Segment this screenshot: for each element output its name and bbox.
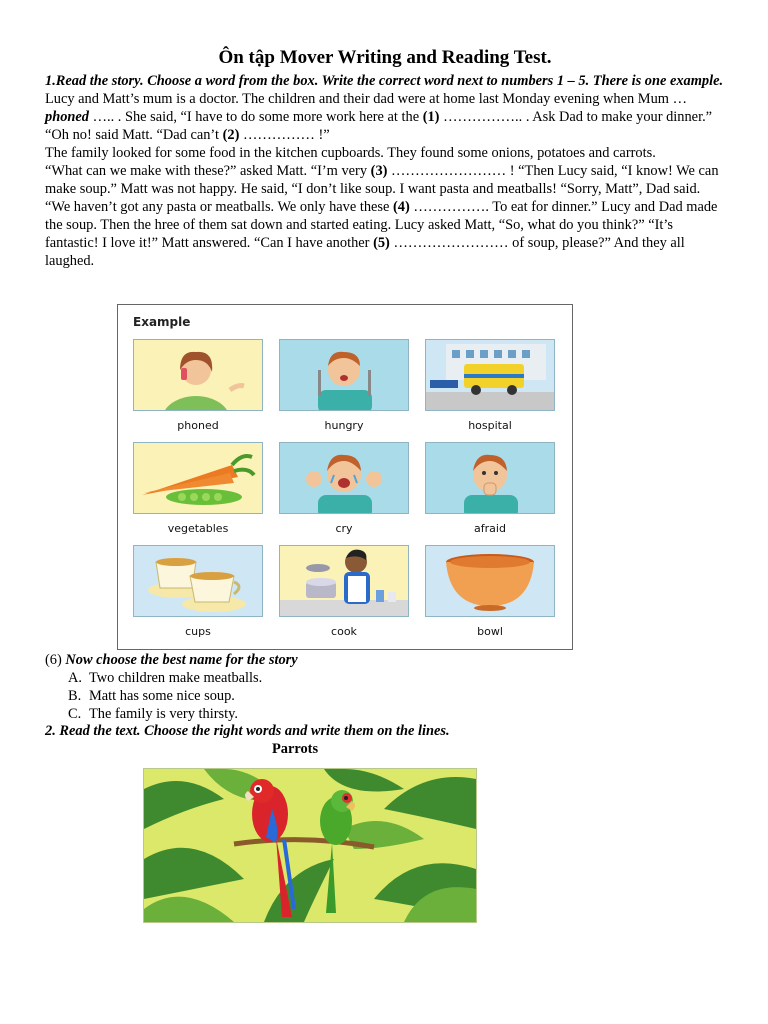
q6-options [45, 669, 725, 723]
word-card-hungry [279, 339, 409, 432]
q6-option-b [45, 687, 725, 705]
q6-option-text: Two children make meatballs. [89, 670, 263, 686]
phoned-picture [133, 339, 263, 411]
example-answer: phoned [45, 109, 89, 125]
q6-option-key: B. [68, 688, 82, 704]
part2-instruction: 2. Read the text. Choose the right words and write them on the lines. [45, 723, 450, 739]
question-6 [45, 651, 725, 723]
gap-1: (1) [422, 109, 440, 125]
word-box-label: Example [133, 315, 191, 329]
hospital-picture [425, 339, 555, 411]
word-card-bowl [425, 545, 555, 638]
word-vegetables: vegetables [167, 522, 229, 535]
q6-option-text: The family is very thirsty. [89, 706, 238, 722]
story-s4a: “What can we make with these?” asked Matt. “I’m very [45, 163, 371, 179]
cry-picture [279, 442, 409, 514]
word-hospital: hospital [468, 419, 512, 432]
gap-3: (3) [370, 163, 388, 179]
q6-option-a [45, 669, 725, 687]
vegetables-picture [133, 442, 263, 514]
q6-option-key: C. [68, 706, 82, 722]
story-s4b: …………………… ! “Then Lucy said, “I know! We can make soup.” Matt was not happy. He said, “I don’t like soup. I want pasta and meatballs! “Sorry, Matt”, Dad said. “We haven’t got any pasta or meatballs. We only have these [45, 163, 719, 215]
gap-2: (2) [222, 127, 240, 143]
part1-instruction: 1.Read the story. Choose a word from the box. Write the correct word next to numbers 1 – 5. There is one example. [45, 73, 724, 89]
word-afraid: afraid [474, 522, 506, 535]
part2 [45, 722, 725, 758]
cook-picture [279, 545, 409, 617]
story-s4c: ……………. To eat for dinner.” Lucy and Dad made the soup. Then the hree of them sat down and started eating. Lucy asked Matt, “So, what do you think?” “It’s fantastic! I love it!” Matt answered. “Can I have another [45, 199, 718, 251]
word-card-cook [279, 545, 409, 638]
story-s4d: …………………… of soup, please?” And they all laughed. [45, 235, 685, 269]
word-card-hospital [425, 339, 555, 432]
parrots-picture [143, 768, 477, 923]
word-hungry: hungry [324, 419, 364, 432]
word-card-cry [279, 442, 409, 535]
story-s1c: …………….. . Ask Dad to make your dinner.” [439, 109, 713, 125]
gap-4: (4) [393, 199, 410, 215]
story-text [45, 90, 725, 270]
bowl-picture [425, 545, 555, 617]
q6-number: (6) [45, 652, 66, 668]
story-s3: The family looked for some food in the kitchen cupboards. They found some onions, potatoes and carrots. [45, 145, 656, 161]
q6-prompt: Now choose the best name for the story [65, 652, 298, 668]
hungry-picture [279, 339, 409, 411]
word-card-cups [133, 545, 263, 638]
q6-option-c [45, 705, 725, 723]
story-s2a: “Oh no! said Matt. “Dad can’t [45, 127, 223, 143]
part2-title: Parrots [271, 741, 319, 757]
word-cups: cups [185, 625, 211, 638]
page-title: Ôn tập Mover Writing and Reading Test. [218, 47, 552, 68]
q6-option-text: Matt has some nice soup. [89, 688, 235, 704]
gap-5: (5) [373, 235, 390, 251]
word-card-phoned [133, 339, 263, 432]
story-s2b: …………… !” [239, 127, 330, 143]
word-cry: cry [335, 522, 353, 535]
cups-picture [133, 545, 263, 617]
word-bowl: bowl [477, 625, 503, 638]
story-s1a: Lucy and Matt’s mum is a doctor. The children and their dad were at home last Monday evening when Mum … [45, 91, 687, 107]
word-cook: cook [331, 625, 357, 638]
q6-option-key: A. [68, 670, 82, 686]
word-box [117, 304, 573, 650]
afraid-picture [425, 442, 555, 514]
word-card-vegetables [133, 442, 263, 535]
word-card-afraid [425, 442, 555, 535]
story-s1b: ….. . She said, “I have to do some more work here at the [88, 109, 423, 125]
word-phoned: phoned [177, 419, 219, 432]
